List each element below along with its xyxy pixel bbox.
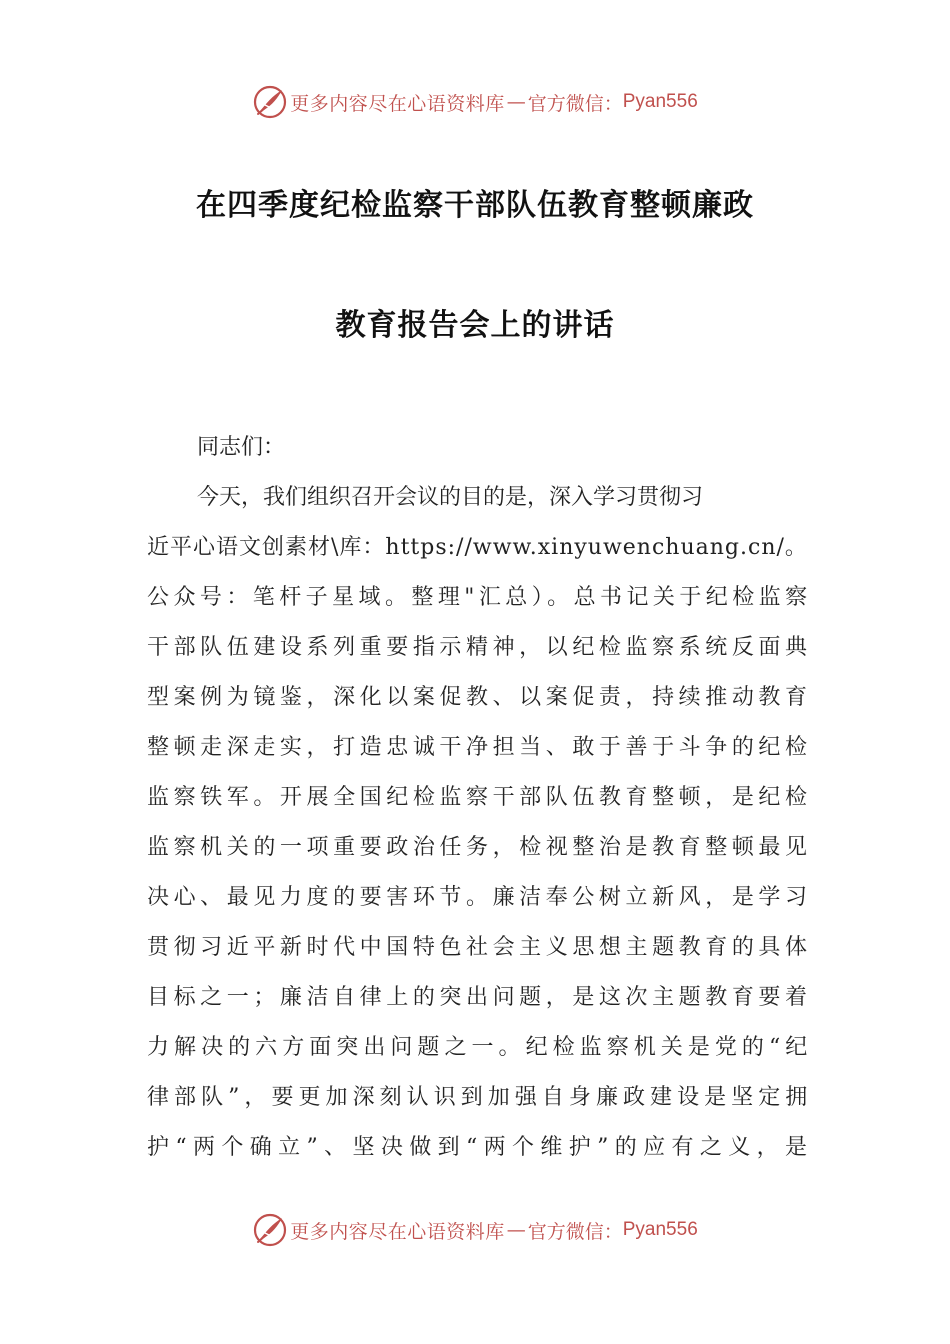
body-line: 整顿走深走实，打造忠诚干净担当、敢于善于斗争的纪检: [147, 735, 812, 760]
header-banner: [0, 82, 950, 122]
body-line: 决心、最见力度的要害环节。廉洁奉公树立新风，是学习: [147, 885, 812, 910]
body-line: 力解决的六方面突出问题之一。纪检监察机关是党的“纪: [147, 1035, 813, 1060]
document-title-line-1: 在四季度纪检监察干部队伍教育整顿廉政: [196, 188, 754, 223]
body-line: 贯彻习近平新时代中国特色社会主义思想主题教育的具体: [147, 935, 812, 960]
body-line: 型案例为镜鉴，深化以案促教、以案促责，持续推动教育: [147, 685, 812, 710]
document-title-line-2: 教育报告会上的讲话: [335, 308, 615, 343]
banner-wechat-id: Pyan556: [622, 91, 698, 112]
body-line: 近平心语文创素材\库：https://www.xinyuwenchuang.cn/。: [147, 535, 808, 560]
body-line: 护“两个确立”、坚决做到“两个维护”的应有之义，是: [147, 1135, 814, 1160]
body-line: 监察机关的一项重要政治任务，检视整治是教育整顿最见: [147, 835, 812, 860]
banner-text: 更多内容尽在心语资料库: [290, 92, 505, 115]
body-line: 今天，我们组织召开会议的目的是，深入学习贯彻习: [197, 485, 704, 510]
body-line: 干部队伍建设系列重要指示精神，以纪检监察系统反面典: [147, 635, 812, 660]
banner-wechat-id: Pyan556: [622, 1219, 698, 1240]
banner-dash: —: [506, 1219, 526, 1241]
quill-logo-icon: [252, 84, 288, 120]
banner-wechat-label: 官方微信：: [527, 1220, 623, 1243]
banner-text: 更多内容尽在心语资料库: [290, 1220, 505, 1243]
body-line: 目标之一；廉洁自律上的突出问题，是这次主题教育要着: [147, 985, 812, 1010]
banner-wechat-label: 官方微信：: [527, 92, 623, 115]
greeting: 同志们：: [197, 435, 286, 460]
banner-dash: —: [506, 91, 526, 113]
footer-banner: [0, 1210, 950, 1250]
body-line: 公众号：笔杆子星域。整理"汇总）。总书记关于纪检监察: [147, 585, 812, 610]
body-line: 律部队”，要更加深刻认识到加强自身廉政建设是坚定拥: [147, 1085, 813, 1110]
body-line: 监察铁军。开展全国纪检监察干部队伍教育整顿，是纪检: [147, 785, 812, 810]
quill-logo-icon: [252, 1212, 288, 1248]
